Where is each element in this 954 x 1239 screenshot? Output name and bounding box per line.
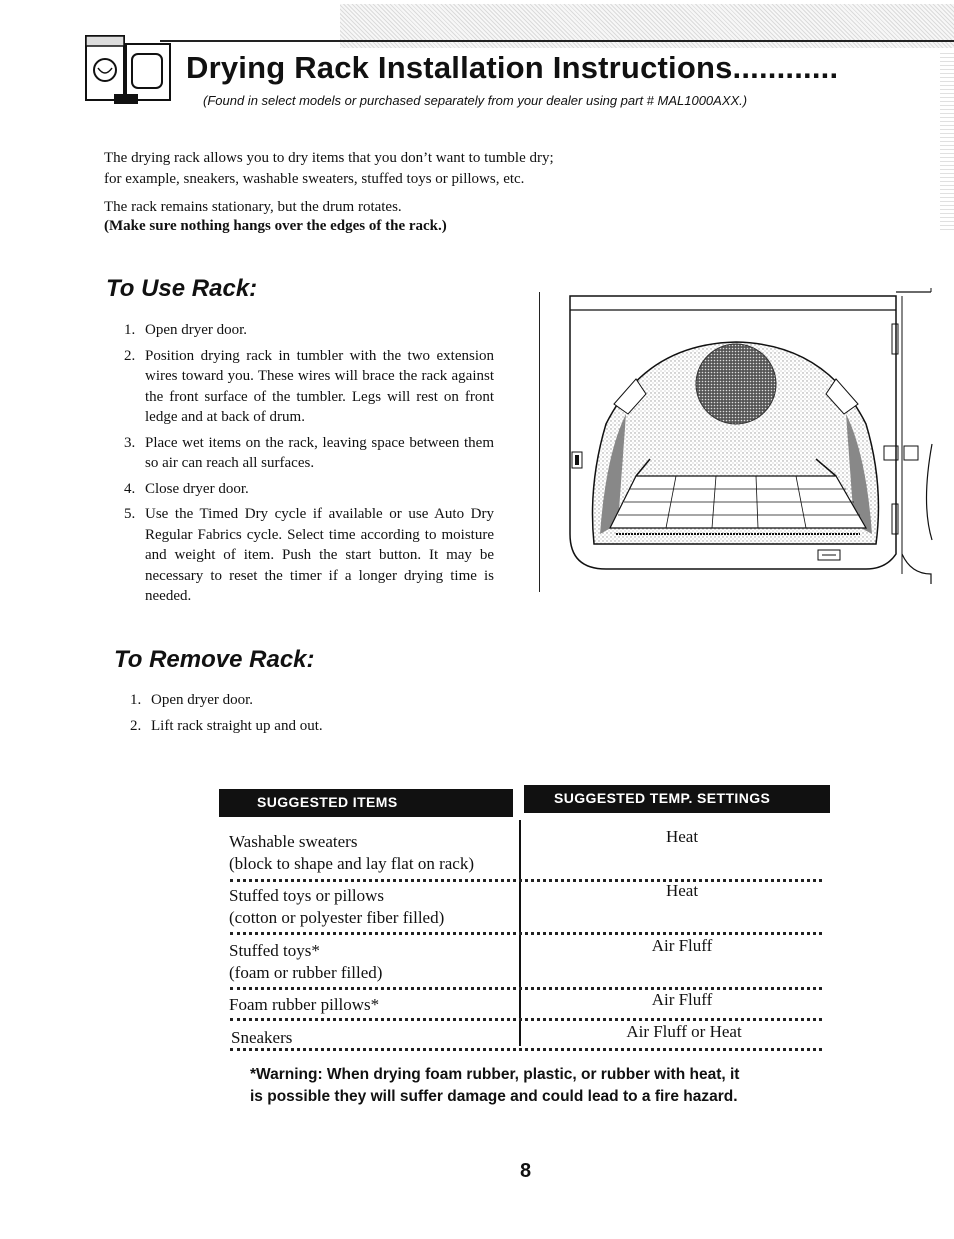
table-cell-item: Sneakers — [231, 1028, 293, 1047]
use-rack-heading: To Use Rack: — [106, 275, 258, 302]
dryer-with-rack-illustration — [566, 284, 936, 614]
table-cell-note: (cotton or polyester fiber filled) — [229, 908, 445, 927]
table-cell-setting: Air Fluff — [651, 936, 713, 955]
step-number: 1. — [130, 692, 142, 708]
table-cell-item: Washable sweaters — [229, 832, 358, 851]
table-cell-setting: Air Fluff or Heat — [626, 1022, 742, 1041]
table-cell-note: (foam or rubber filled) — [229, 963, 383, 982]
use-rack-steps — [124, 320, 494, 612]
page-number: 8 — [520, 1160, 532, 1182]
step-text: Position drying rack in tumbler with the two extension wires toward you. These wires will brace the rack against the front surface of the tumbler. Legs will rest on front ledge and at back of drum. — [145, 347, 494, 425]
remove-rack-steps — [130, 690, 490, 741]
step-text: Open dryer door. — [145, 322, 248, 338]
column-divider — [539, 292, 540, 592]
step-number: 3. — [124, 434, 136, 451]
list-item — [130, 716, 490, 737]
intro-line-1: The drying rack allows you to dry items that you don’t want to tumble dry; — [104, 150, 554, 166]
step-text: Open dryer door. — [151, 692, 254, 708]
intro-paragraph-3: (Make sure nothing hangs over the edges of the rack.) — [104, 218, 447, 234]
list-item — [124, 433, 494, 474]
table-cell-setting: Heat — [665, 827, 699, 846]
table-cell-setting: Heat — [665, 881, 699, 900]
step-number: 5. — [124, 506, 136, 522]
table-cell-item: Stuffed toys or pillows — [229, 886, 385, 905]
step-text: Close dryer door. — [145, 480, 249, 497]
table-header-settings: SUGGESTED TEMP. SETTINGS — [524, 785, 830, 813]
warning-line-2: is possible they will suffer damage and could lead to a fire hazard. — [250, 1088, 738, 1105]
row-separator — [230, 1048, 822, 1051]
intro-paragraph-2: The rack remains stationary, but the drum rotates. — [104, 199, 402, 215]
step-number: 2. — [130, 717, 142, 734]
warning-note — [250, 1064, 830, 1108]
table-cell-item: Stuffed toys* — [229, 941, 320, 960]
list-item — [124, 479, 494, 500]
edge-speckle — [940, 50, 954, 230]
table-cell-setting: Air Fluff — [651, 990, 713, 1009]
table-cell-note: (block to shape and lay flat on rack) — [229, 854, 474, 873]
step-text: Lift rack straight up and out. — [151, 717, 323, 734]
intro-line-2: for example, sneakers, washable sweaters, stuffed toys or pillows, etc. — [104, 171, 525, 187]
step-number: 1. — [124, 322, 136, 338]
step-number: 4. — [124, 480, 136, 497]
step-text: Place wet items on the rack, leaving space between them so air can reach all surfaces. — [145, 434, 494, 471]
warning-line-1: *Warning: When drying foam rubber, plastic, or rubber with heat, it — [250, 1066, 740, 1083]
list-item — [124, 320, 494, 341]
header-rule — [160, 40, 954, 42]
page-subtitle: (Found in select models or purchased separately from your dealer using part # MAL1000AXX.) — [203, 93, 748, 108]
remove-rack-heading: To Remove Rack: — [114, 646, 315, 673]
step-number: 2. — [124, 347, 136, 364]
list-item — [124, 346, 494, 428]
intro-paragraph-1 — [104, 148, 554, 190]
washer-dryer-icon — [84, 30, 176, 106]
list-item — [124, 504, 494, 607]
page-title: Drying Rack Installation Instructions............ — [186, 50, 839, 85]
list-item — [130, 690, 490, 711]
table-cell-item: Foam rubber pillows* — [229, 995, 380, 1014]
step-text: Use the Timed Dry cycle if available or use Auto Dry Regular Fabrics cycle. Select time according to moisture and weight of item. Push the start button. It may be necessary to reset the timer if a longer drying time is needed. — [145, 506, 494, 604]
table-header-items: SUGGESTED ITEMS — [219, 789, 513, 817]
